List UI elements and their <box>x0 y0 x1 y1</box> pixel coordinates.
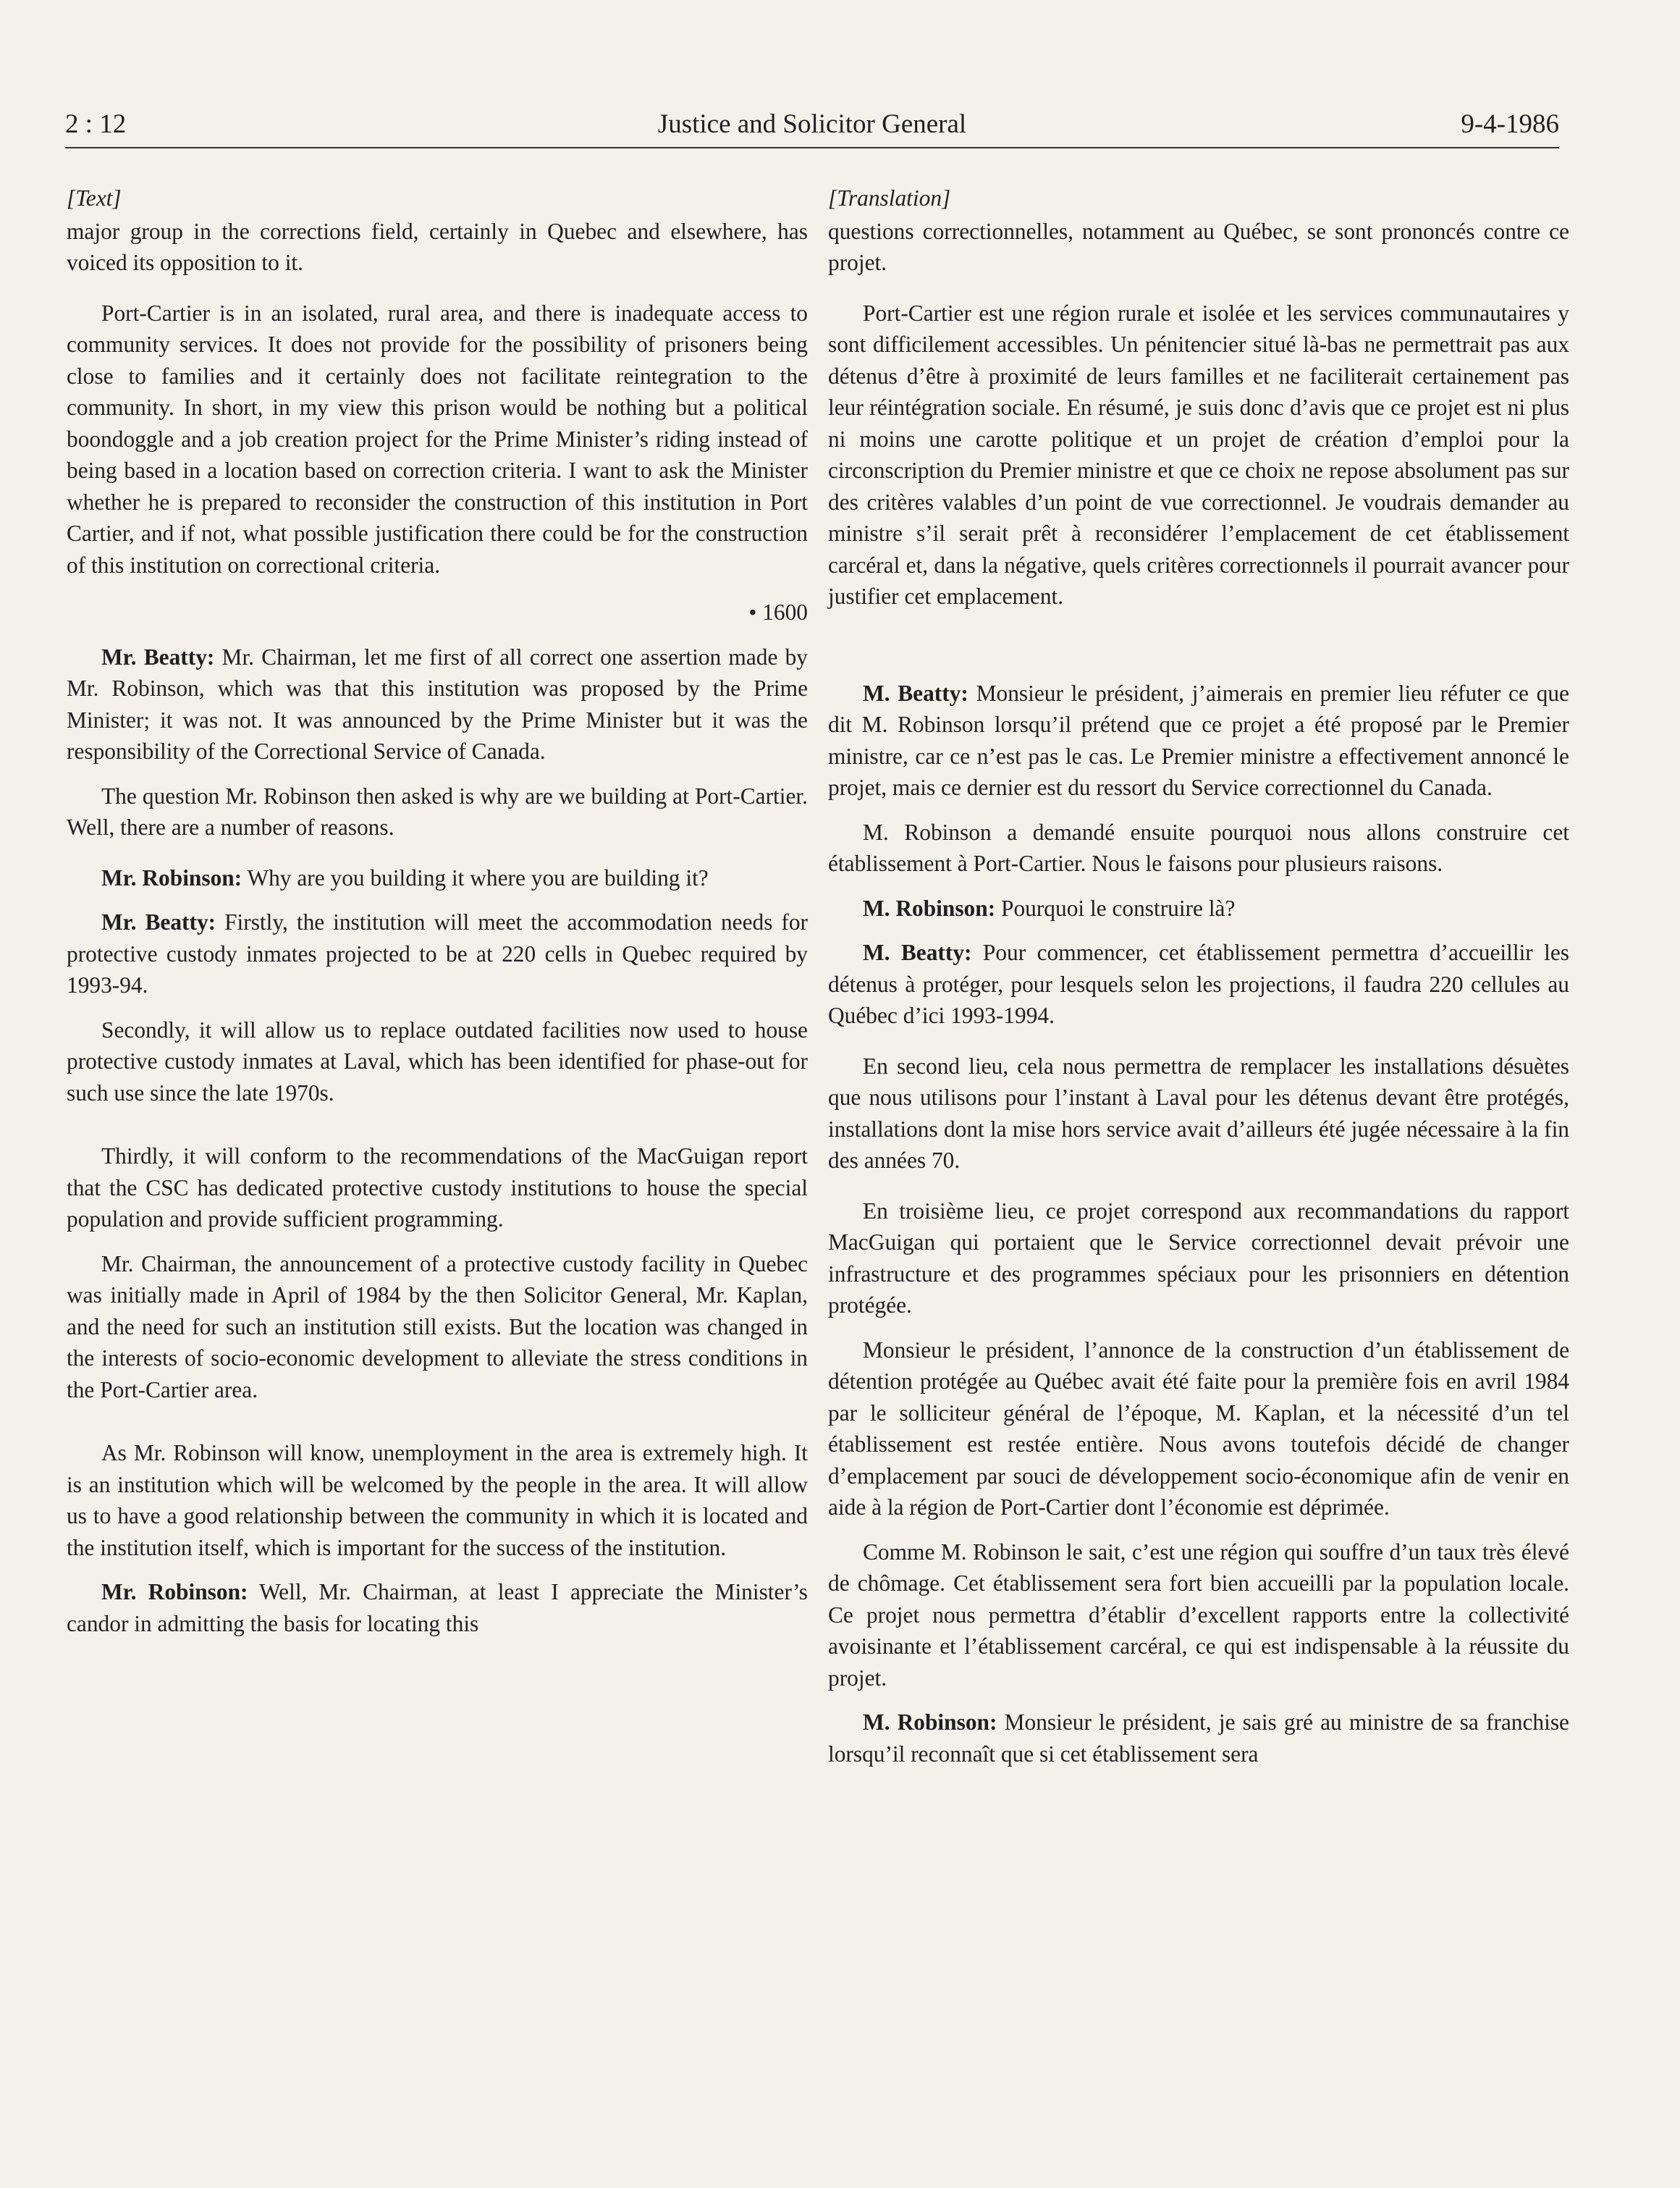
fr-paragraph: M. Beatty: Pour commencer, cet établissement permettra d’accueillir les détenus à protéger, pour lesquels selon les projections, il faudra 220 cellules au Québec d’ici 1993-1994. <box>828 940 1570 1028</box>
speaker-name: Mr. Robinson: <box>101 1579 248 1604</box>
english-column <box>67 182 808 1639</box>
speaker-name: Mr. Beatty: <box>101 644 215 670</box>
fr-paragraph: M. Beatty: Monsieur le président, j’aimerais en premier lieu réfuter ce que dit M. Robinson lorsqu’il prétend que ce projet a été proposé par le Premier ministre, car ce n’est pas le cas. Le Premier ministre a effectivement annoncé le projet, mais ce dernier est du ressort du Service correctionnel du Canada. <box>828 680 1569 800</box>
en-paragraph: Mr. Robinson: Why are you building it where you are building it? <box>101 864 709 891</box>
en-paragraph: Mr. Beatty: Firstly, the institution will meet the accommodation needs for protective custody inmates projected to be at 220 cells in Quebec required by 1993-94. <box>67 909 809 998</box>
en-paragraph: Port-Cartier is in an isolated, rural area, and there is inadequate access to community services. It does not provide for the possibility of prisoners being close to families and it certainly does not facilitate reintegration to the community. In short, in my view this prison would be nothing but a political boondoggle and a job creation project for the Prime Minister’s riding instead of being based in a location based on correction criteria. I want to ask the Minister whether he is prepared to reconsider the construction of this institution in Port Cartier, and if not, what possible justification there could be for the construction of this institution on correctional criteria. <box>67 300 808 578</box>
fr-paragraph: questions correctionnelles, notamment au Québec, se sont prononcés contre ce projet. <box>828 218 1569 275</box>
speaker-name: M. Robinson: <box>863 1709 997 1735</box>
fr-paragraph: M. Robinson a demandé ensuite pourquoi nous allons construire cet établissement à Port-Cartier. Nous le faisons pour plusieurs raisons. <box>828 819 1569 876</box>
time-marker: • 1600 <box>748 599 808 625</box>
en-paragraph: Thirdly, it will conform to the recommendations of the MacGuigan report that the CSC has dedicated protective custody institutions to house the special population and provide sufficient programming. <box>67 1143 808 1232</box>
speaker-name: M. Beatty: <box>863 940 972 965</box>
en-paragraph: Mr. Beatty: Mr. Chairman, let me first of all correct one assertion made by Mr. Robinson, which was that this institution was proposed by the Prime Minister; it was not. It was announced by the Prime Minister but it was the responsibility of the Correctional Service of Canada. <box>67 644 808 764</box>
speaker-name: Mr. Beatty: <box>101 909 216 935</box>
en-paragraph: Mr. Chairman, the announcement of a protective custody facility in Quebec was initially made in April of 1984 by the then Solicitor General, Mr. Kaplan, and the need for such an institution still exists. But the location was changed in the interests of socio-economic development to alleviate the stress conditions in the Port-Cartier area. <box>67 1250 808 1402</box>
en-paragraph: Secondly, it will allow us to replace outdated facilities now used to house protective custody inmates at Laval, which has been identified for phase-out for such use since the late 1970s. <box>67 1017 808 1106</box>
speaker-name: Mr. Robinson: <box>101 864 242 891</box>
en-paragraph: Mr. Robinson: Well, Mr. Chairman, at least I appreciate the Minister’s candor in admitting the basis for locating this <box>67 1579 809 1636</box>
header-date: 9-4-1986 <box>1461 109 1559 139</box>
fr-paragraph: Comme M. Robinson le sait, c’est une région qui souffre d’un taux très élevé de chômage. Cet établissement sera fort bien accueilli par la population locale. Ce projet nous permettra d’établir d’excellent rapports entre la collectivité avoisinante et l’établissement carcéral, ce qui est indispensable à la réussite du projet. <box>828 1539 1569 1691</box>
running-title: Justice and Solicitor General <box>657 109 967 139</box>
page-header <box>65 109 1559 149</box>
fr-paragraph: Monsieur le président, l’annonce de la construction d’un établissement de détention protégée au Québec avait été faite pour la première fois en avril 1984 par le solliciteur général de l’époque, M. Kaplan, et la nécessité d’un tel établissement est restée entière. Nous avons toutefois décidé de changer d’emplacement par souci de développement socio-économique afin de venir en aide à la région de Port-Cartier dont l’économie est déprimée. <box>828 1337 1569 1520</box>
text-tag: [Text] <box>67 185 122 211</box>
en-paragraph: The question Mr. Robinson then asked is why are we building at Port-Cartier. Well, there are a number of reasons. <box>67 783 808 840</box>
fr-paragraph: En troisième lieu, ce projet correspond aux recommandations du rapport MacGuigan qui portaient que le Service correctionnel devait prévoir une infrastructure et des programmes spéciaux pour les prisonniers en détention protégée. <box>828 1198 1569 1318</box>
speaker-name: M. Beatty: <box>863 680 968 706</box>
fr-paragraph: M. Robinson: Monsieur le président, je sais gré au ministre de sa franchise lorsqu’il reconnaît que si cet établissement sera <box>828 1709 1569 1767</box>
fr-paragraph: Port-Cartier est une région rurale et isolée et les services communautaires y sont difficilement accessibles. Un pénitencier situé là-bas ne permettrait pas aux détenus d’être à proximité de leurs familles et ne faciliterait certainement pas leur réintégration sociale. En résumé, je suis donc d’avis que ce projet est ni plus ni moins une carotte politique et un projet de création d’emploi pour la circonscription du Premier ministre et que ce choix ne repose absolument pas sur des critères valables d’un point de vue correctionnel. Je voudrais demander au ministre s’il serait prêt à reconsidérer l’emplacement de cet établissement carcéral et, dans la négative, quels critères correctionnels il pourrait avancer pour justifier cet emplacement. <box>828 300 1569 609</box>
french-column <box>828 182 1569 1770</box>
en-paragraph: As Mr. Robinson will know, unemployment in the area is extremely high. It is an institution which will be welcomed by the people in the area. It will allow us to have a good relationship between the community in which it is located and the institution itself, which is important for the success of the institution. <box>67 1440 808 1560</box>
translation-tag: [Translation] <box>828 185 951 211</box>
speaker-name: M. Robinson: <box>863 895 996 921</box>
page-number: 2 : 12 <box>65 109 127 139</box>
fr-paragraph: M. Robinson: Pourquoi le construire là? <box>863 895 1236 921</box>
header-rule <box>65 147 1559 148</box>
en-paragraph: major group in the corrections field, certainly in Quebec and elsewhere, has voiced its opposition to it. <box>67 218 808 275</box>
fr-paragraph: En second lieu, cela nous permettra de remplacer les installations désuètes que nous utilisons pour l’instant à Laval pour les détenus devant être protégés, installations dont la mise hors service avait d’ailleurs été jugée nécessaire à la fin des années 70. <box>828 1053 1569 1173</box>
